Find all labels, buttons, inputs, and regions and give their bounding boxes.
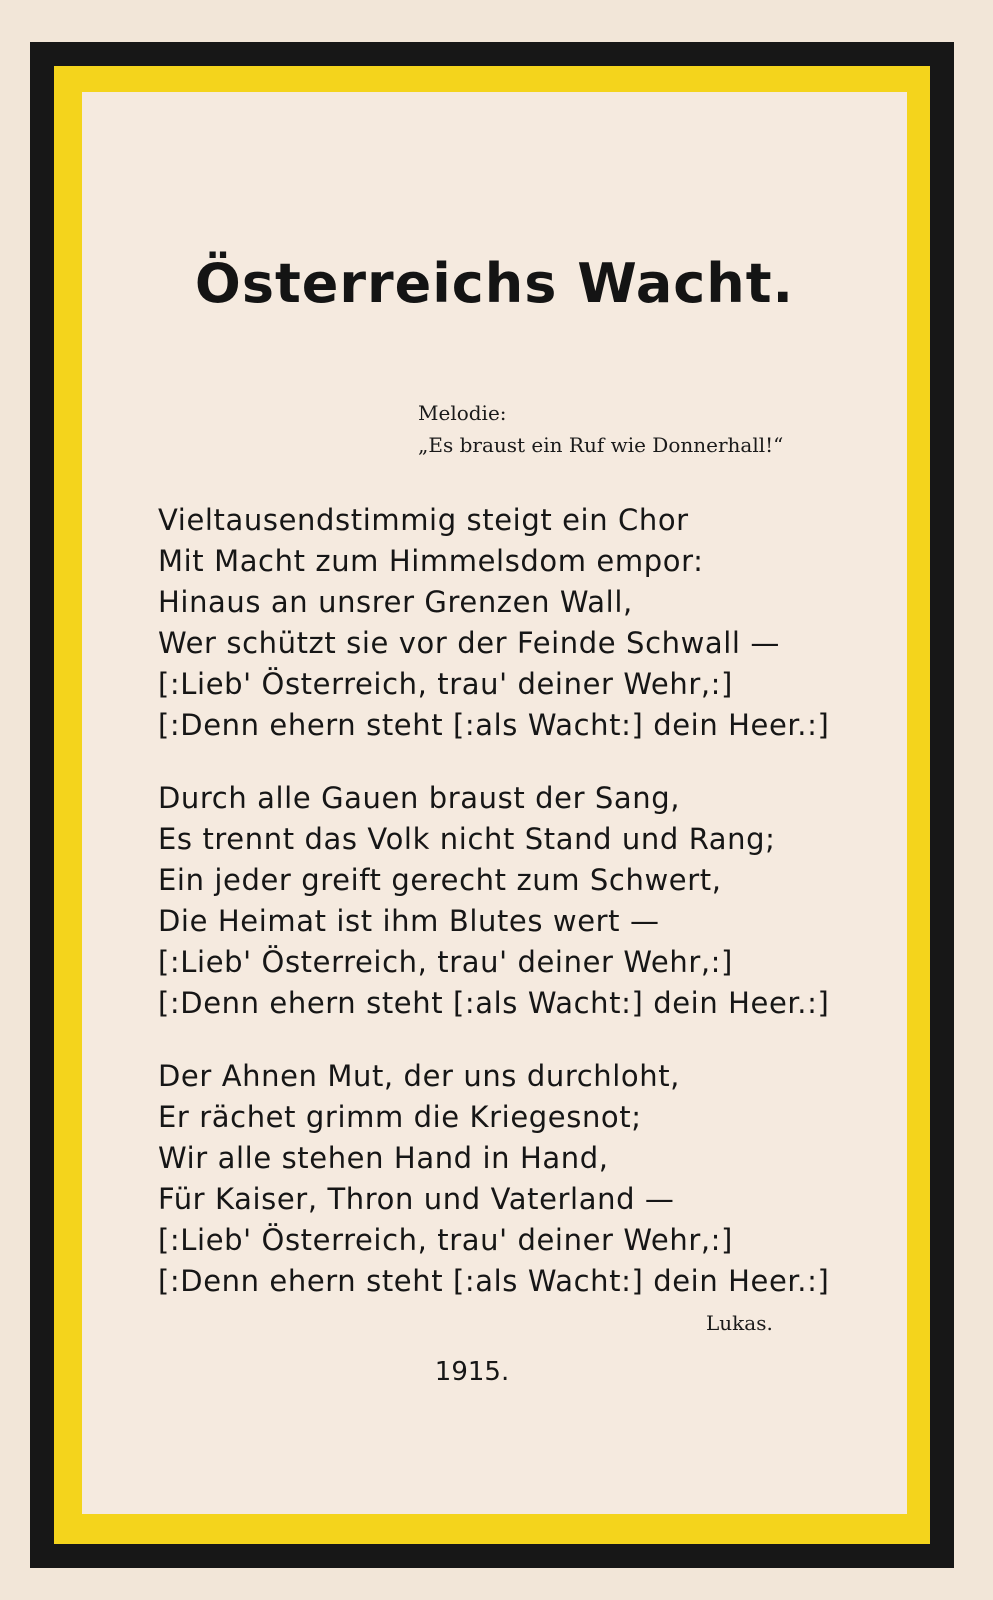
verse-line: Ein jeder greift gerecht zum Schwert, bbox=[158, 863, 722, 897]
verse-line: Mit Macht zum Himmelsdom empor: bbox=[158, 544, 704, 578]
refrain-line: [:Lieb' Österreich, trau' deiner Wehr,:] bbox=[158, 945, 733, 979]
melody-label: Melodie: bbox=[418, 401, 507, 425]
melody-tune: „Es braust ein Ruf wie Donnerhall!“ bbox=[418, 433, 784, 457]
verse-line: Vieltausendstimmig steigt ein Chor bbox=[158, 503, 689, 537]
refrain-line: [:Denn ehern steht [:als Wacht:] dein Heer.:] bbox=[158, 708, 830, 742]
melody-note bbox=[418, 397, 783, 461]
refrain-line: [:Lieb' Österreich, trau' deiner Wehr,:] bbox=[158, 1223, 733, 1257]
refrain-line: [:Denn ehern steht [:als Wacht:] dein Heer.:] bbox=[158, 986, 830, 1020]
verse-line: Es trennt das Volk nicht Stand und Rang; bbox=[158, 822, 776, 856]
verse-line: Für Kaiser, Thron und Vaterland — bbox=[158, 1182, 675, 1216]
verse-line: Er rächet grimm die Kriegesnot; bbox=[158, 1100, 642, 1134]
stanza-1 bbox=[158, 500, 858, 746]
verse-line: Wir alle stehen Hand in Hand, bbox=[158, 1141, 609, 1175]
verse-line: Der Ahnen Mut, der uns durchloht, bbox=[158, 1059, 681, 1093]
text-panel bbox=[82, 92, 907, 1514]
verse-line: Die Heimat ist ihm Blutes wert — bbox=[158, 904, 660, 938]
verse-line: Durch alle Gauen braust der Sang, bbox=[158, 781, 681, 815]
page-title: Österreichs Wacht. bbox=[194, 252, 795, 315]
year-label: 1915. bbox=[434, 1357, 510, 1387]
refrain-line: [:Lieb' Österreich, trau' deiner Wehr,:] bbox=[158, 667, 733, 701]
author-name: Lukas. bbox=[706, 1311, 773, 1335]
stanza-3 bbox=[158, 1056, 858, 1302]
refrain-line: [:Denn ehern steht [:als Wacht:] dein Heer.:] bbox=[158, 1264, 830, 1298]
verse-line: Wer schützt sie vor der Feinde Schwall — bbox=[158, 626, 781, 660]
stanza-2 bbox=[158, 778, 858, 1024]
verse-line: Hinaus an unsrer Grenzen Wall, bbox=[158, 585, 633, 619]
